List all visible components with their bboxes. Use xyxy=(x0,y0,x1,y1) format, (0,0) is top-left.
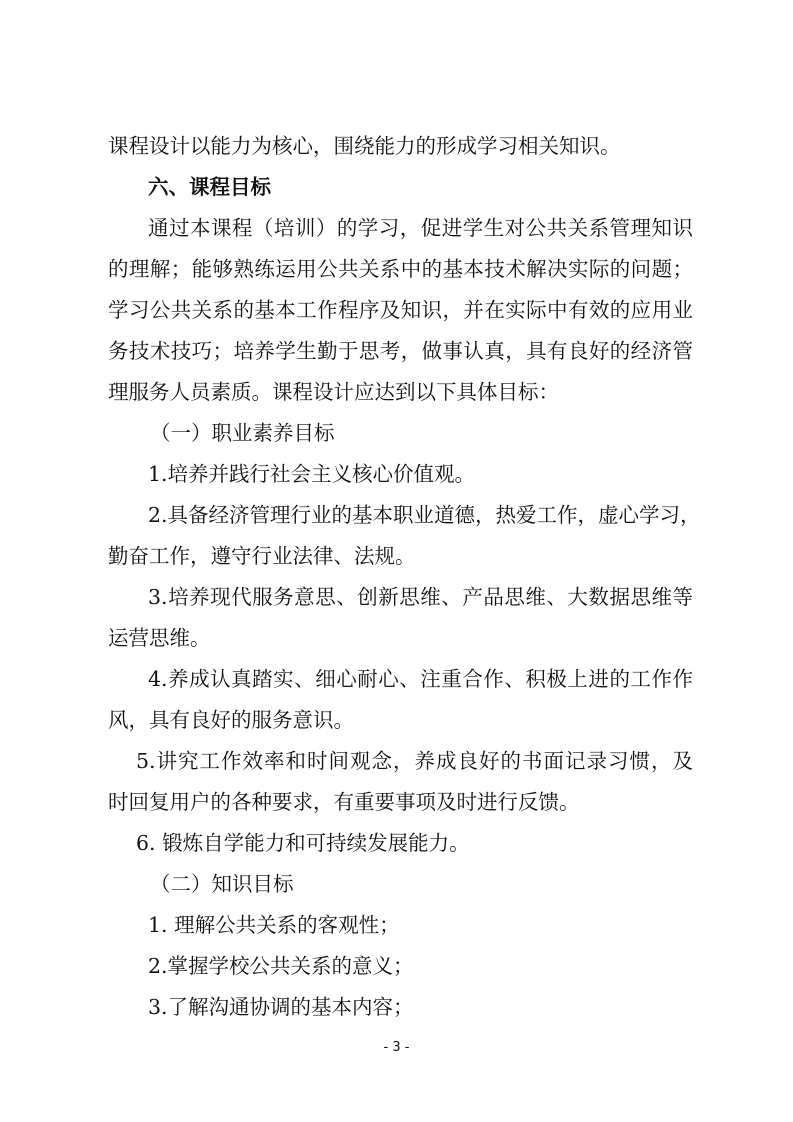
section-heading: 六、课程目标 xyxy=(148,175,271,199)
intro-line: 课程设计以能力为核心，围绕能力的形成学习相关知识。 xyxy=(108,134,621,158)
list-item: 6. 锻炼自学能力和可持续发展能力。 xyxy=(136,831,470,855)
list-item-continuation: 运营思维。 xyxy=(108,626,211,650)
list-item: 2.具备经济管理行业的基本职业道德，热爱工作，虚心学习， xyxy=(148,503,701,527)
goal-paragraph-line: 务技术技巧；培养学生勤于思考，做事认真，具有良好的经济管 xyxy=(108,339,693,363)
page-number: - 3 - xyxy=(383,1040,410,1055)
list-item: 4.养成认真踏实、细心耐心、注重合作、积极上进的工作作 xyxy=(148,667,693,691)
list-item: 1. 理解公共关系的客观性； xyxy=(148,913,400,937)
subsection-title-knowledge: （二）知识目标 xyxy=(150,872,294,896)
list-item: 5.讲究工作效率和时间观念，养成良好的书面记录习惯，及 xyxy=(136,749,693,773)
list-item-continuation: 勤奋工作，遵守行业法律、法规。 xyxy=(108,544,416,568)
list-item: 1.培养并践行社会主义核心价值观。 xyxy=(148,462,476,486)
goal-paragraph-line: 通过本课程（培训）的学习，促进学生对公共关系管理知识 xyxy=(148,216,693,240)
goal-paragraph-line: 的理解；能够熟练运用公共关系中的基本技术解决实际的问题； xyxy=(108,257,693,281)
goal-paragraph-line: 理服务人员素质。课程设计应达到以下具体目标： xyxy=(108,380,559,404)
list-item: 2.掌握学校公共关系的意义； xyxy=(148,954,414,978)
list-item: 3.了解沟通协调的基本内容； xyxy=(148,995,414,1019)
list-item-continuation: 时回复用户的各种要求，有重要事项及时进行反馈。 xyxy=(108,790,580,814)
list-item: 3.培养现代服务意思、创新思维、产品思维、大数据思维等 xyxy=(148,585,693,609)
list-item-continuation: 风，具有良好的服务意识。 xyxy=(108,708,354,732)
subsection-title-professional: （一）职业素养目标 xyxy=(150,421,335,445)
goal-paragraph-line: 学习公共关系的基本工作程序及知识，并在实际中有效的应用业 xyxy=(108,298,693,322)
